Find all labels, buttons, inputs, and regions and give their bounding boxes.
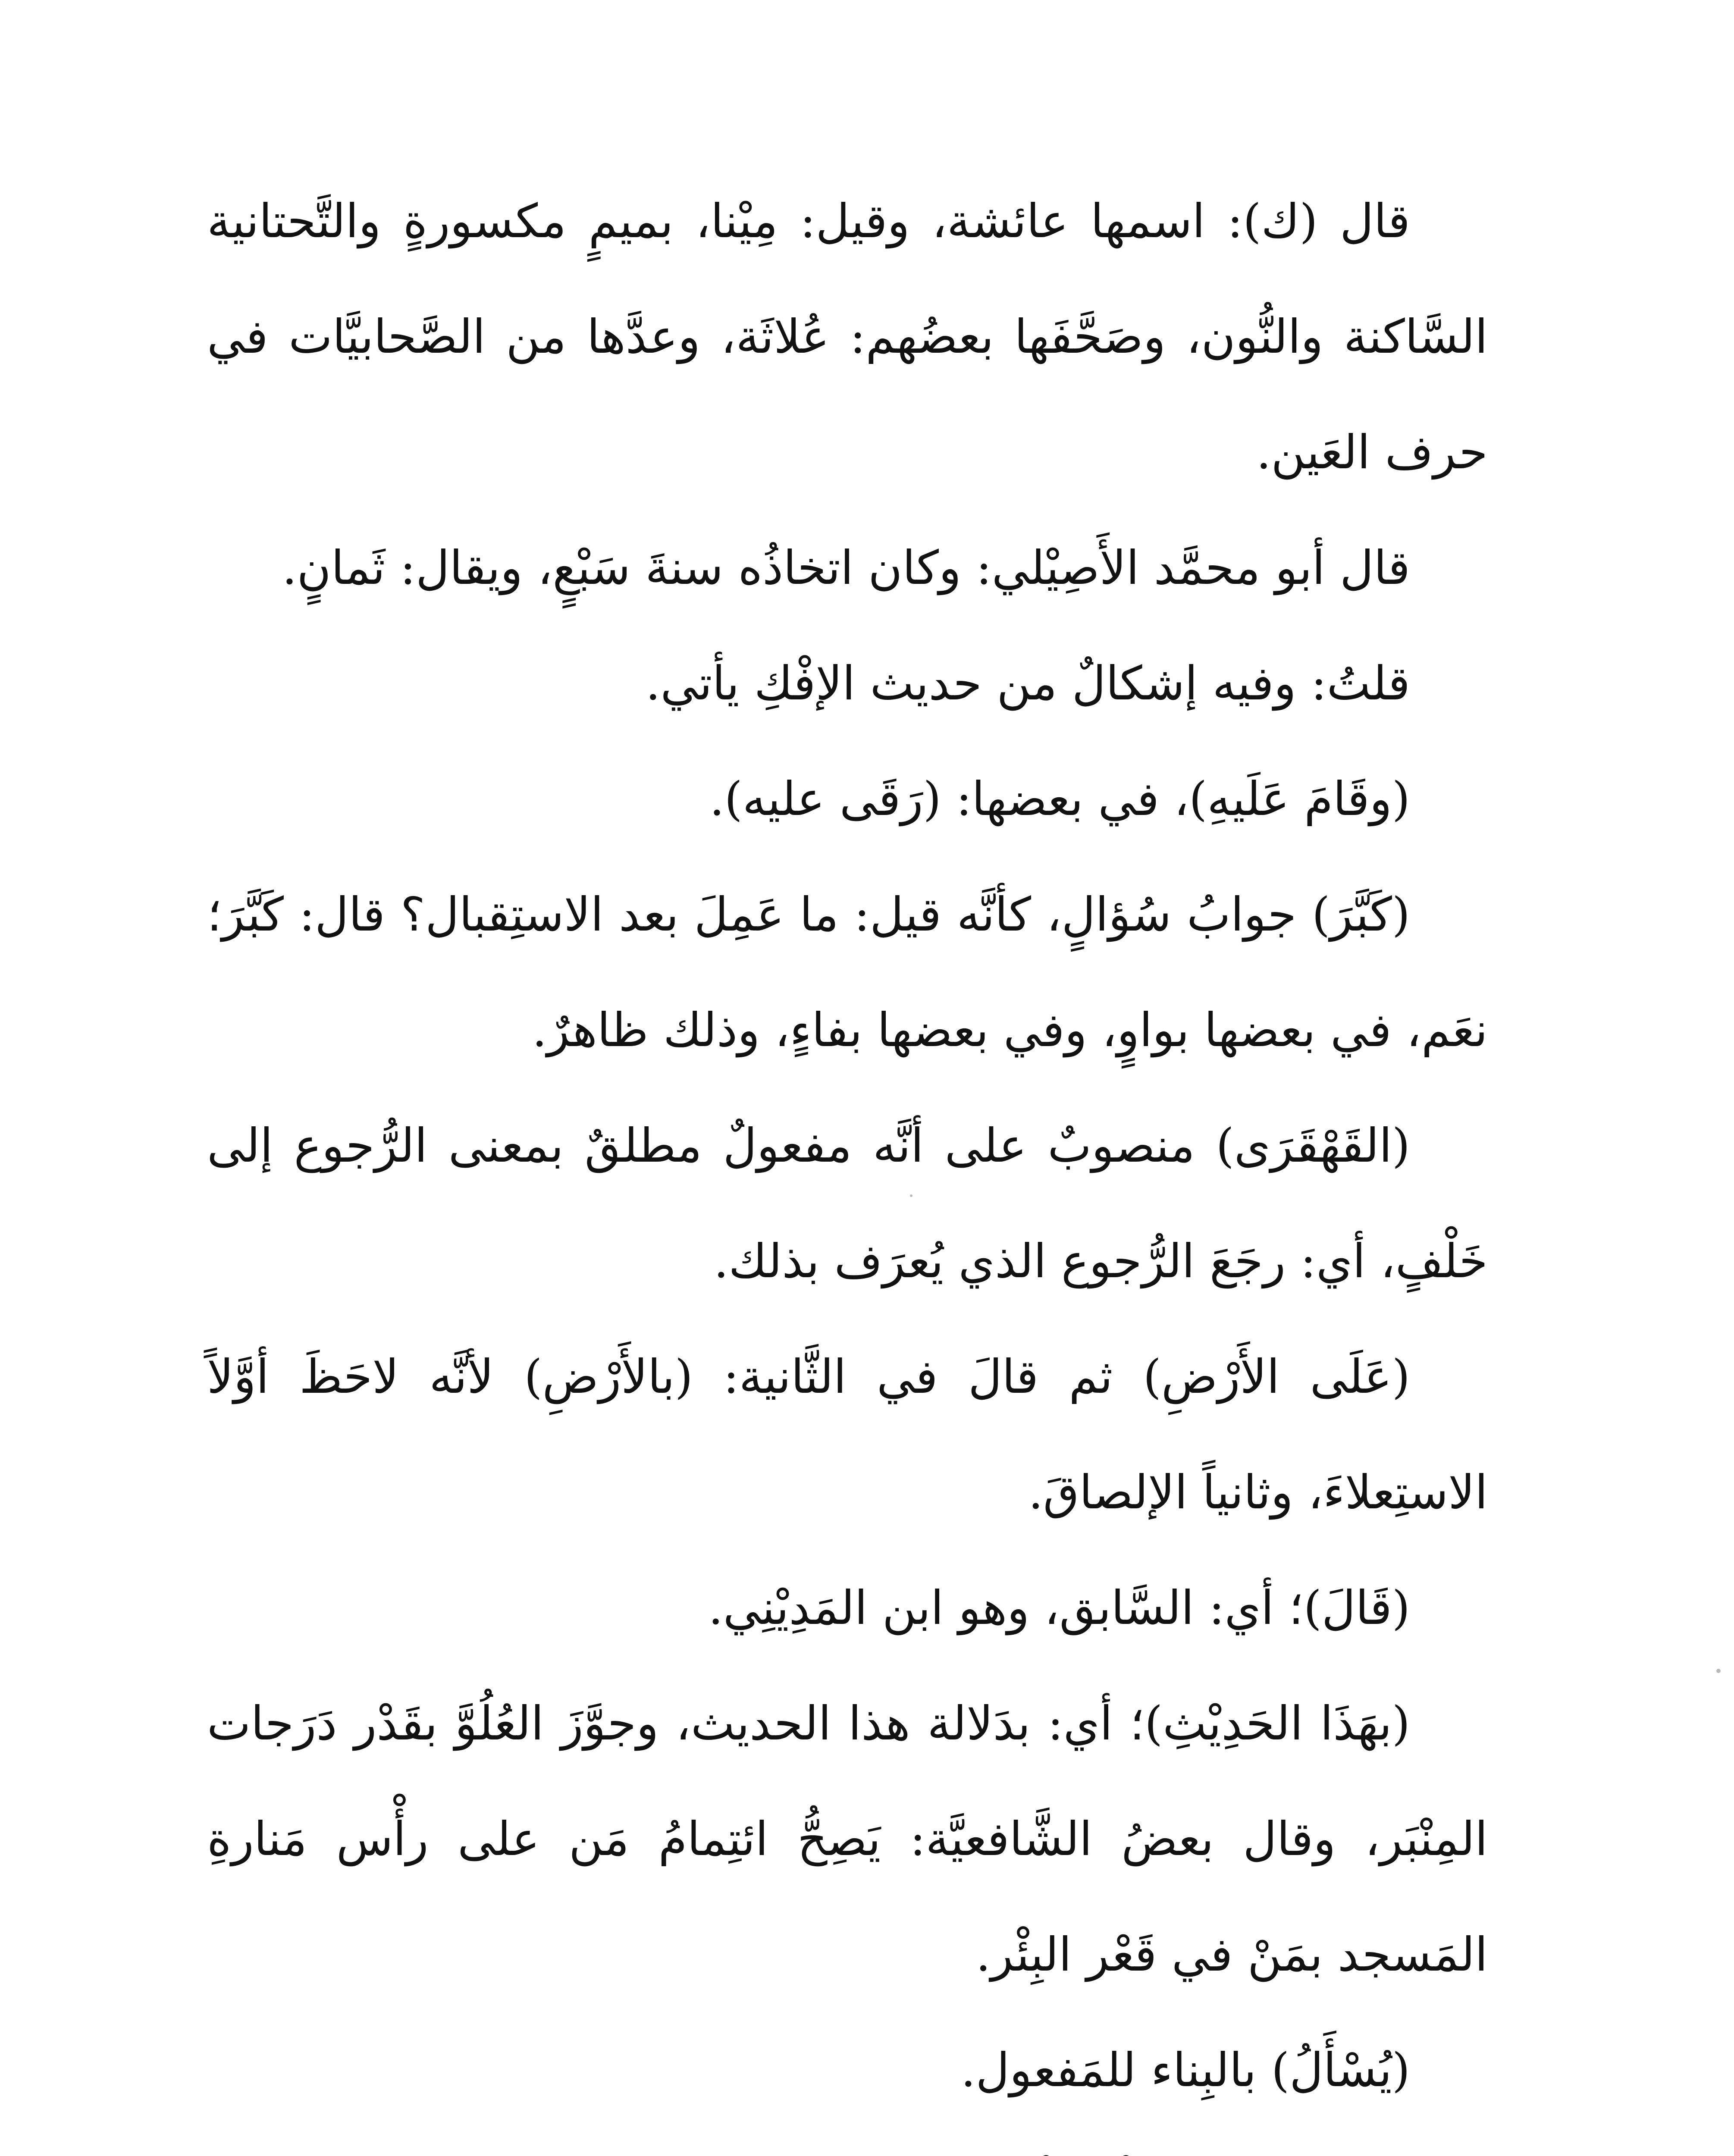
- paragraph-9: (بهَذَا الحَدِيْثِ)؛ أي: بدَلالة هذا الحديث، وجوَّزَ العُلُوَّ بقَدْر دَرَجات المِنْبَر، وقال بعضُ الشَّافعيَّة: يَصِحُّ ائتِمامُ مَن على رأْس مَنارةِ المَسجد بمَنْ في قَعْر البِئْر.: [207, 1697, 1488, 1982]
- paragraph-1: قال (ك): اسمها عائشة، وقيل: مِيْنا، بميمٍ مكسورةٍ والتَّحتانية السَّاكنة والنُّون، وصَحَّفَها بعضُهم: عُلاثَة، وعدَّها من الصَّحابيَّات في حرف العَين.: [207, 194, 1488, 479]
- paragraph-6: (القَهْقَرَى) منصوبٌ على أنَّه مفعولٌ مطلقٌ بمعنى الرُّجوع إلى خَلْفٍ، أي: رجَعَ الرُّجوع الذي يُعرَف بذلك.: [207, 1119, 1488, 1288]
- paragraph-4: (وقَامَ عَلَيهِ)، في بعضها: (رَقَى عليه).: [709, 772, 1410, 826]
- paragraph-3: قلتُ: وفيه إشكالٌ من حديث الإفْكِ يأتي.: [646, 657, 1410, 711]
- scan-speck: [910, 1194, 912, 1197]
- paragraph-11: [207, 2128, 1488, 2156]
- paragraph-7: (عَلَى الأَرْضِ) ثم قالَ في الثَّانية: (بالأَرْضِ) لأنَّه لاحَظَ أوَّلاً الاستِعلاءَ، وثانياً الإلصاقَ.: [207, 1350, 1488, 1520]
- paragraph-5: (كَبَّرَ) جوابُ سُؤالٍ، كأنَّه قيل: ما عَمِلَ بعد الاستِقبال؟ قال: كَبَّرَ؛ نعَم، في بعضها بواوٍ، وفي بعضها بفاءٍ، وذلك ظاهرٌ.: [207, 888, 1488, 1057]
- scan-speck: [1716, 1669, 1721, 1673]
- paragraph-8: (قَالَ)؛ أي: السَّابق، وهو ابن المَدِيْنِي.: [708, 1581, 1410, 1635]
- body-text: [207, 164, 1488, 2156]
- paragraph-2: قال أبو محمَّد الأَصِيْلي: وكان اتخاذُه سنةَ سَبْعٍ، ويقال: ثَمانٍ.: [282, 541, 1410, 595]
- paragraph-10: (يُسْأَلُ) بالبِناء للمَفعول.: [961, 2043, 1410, 2097]
